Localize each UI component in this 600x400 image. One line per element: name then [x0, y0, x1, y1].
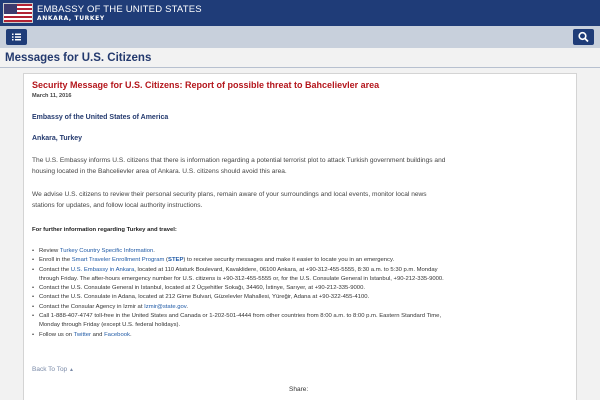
share-label: Share:	[289, 386, 309, 393]
paragraph-info-line1: The U.S. Embassy informs U.S. citizens that there is information regarding a potential terrorist plot to attack Turkish government buildings and	[32, 157, 446, 164]
site-subtitle: ANKARA, TURKEY	[37, 15, 105, 22]
page-title: Messages for U.S. Citizens	[5, 52, 152, 64]
back-to-top-link[interactable]	[32, 366, 74, 373]
list-text: Enroll in the	[39, 257, 72, 264]
list-text: Monday through Friday (except U.S. federal holidays).	[39, 322, 181, 329]
list-text: .	[129, 331, 132, 338]
step-link[interactable]: Smart Traveler Enrollment Program	[71, 257, 165, 264]
list-text: Contact the	[39, 266, 71, 273]
list-item	[32, 284, 557, 293]
list-text: , located at 110 Ataturk Boulevard, Kavaklidere, 06100 Ankara, at +90-312-455-5555, 8:30 a.m. to 5:30 p.m. Monday	[134, 266, 438, 273]
caret-up-icon: ▲	[69, 367, 74, 373]
country-info-link[interactable]: Turkey Country Specific Information	[59, 248, 154, 254]
list-text: and	[90, 331, 105, 338]
list-text: through Friday. The after-hours emergency number for U.S. citizens is +90-312-455-5555 or, for the U.S. Consulate General in Istanbul, +90-212-335-9000.	[39, 275, 444, 282]
paragraph-advice-line2: stations for updates, and follow local authority instructions.	[32, 202, 203, 209]
site-header	[0, 0, 600, 26]
list-item	[32, 331, 557, 340]
list-item	[32, 256, 557, 265]
list-text: ) to receive security messages and make it easier to locate you in an emergency.	[183, 257, 395, 264]
embassy-ankara-link[interactable]: U.S. Embassy in Ankara	[70, 266, 135, 273]
navbar	[0, 26, 600, 48]
menu-button[interactable]	[6, 29, 27, 45]
facebook-link[interactable]: Facebook	[104, 331, 130, 338]
list-text: Contact the U.S. Consulate in Adana, located at 212 Girne Bulvari, Güzelevler Mahallesi, Yüreğir, Adana at +90-322-455-4100.	[39, 294, 370, 301]
list-text: Contact the U.S. Consulate General in Istanbul, located at 2 Üçşehitler Sokağı, 34460, İstinye, Sarıyer, at +90-212-335-9000.	[39, 285, 365, 292]
list-text: Review	[39, 248, 60, 254]
list-text: (	[164, 257, 169, 264]
us-flag-icon	[3, 3, 33, 23]
search-icon	[573, 29, 594, 45]
site-title[interactable]: EMBASSY OF THE UNITED STATES	[37, 4, 202, 15]
paragraph-advice-line1: We advise U.S. citizens to review their personal security plans, remain aware of your surroundings and local events, monitor local news	[32, 191, 427, 198]
step-abbr-link[interactable]: STEP	[168, 257, 184, 264]
search-button[interactable]	[573, 29, 594, 45]
message-card	[23, 73, 577, 400]
message-date: March 11, 2016	[32, 93, 72, 99]
list-text: .	[186, 303, 188, 310]
izmir-email-link[interactable]: Izmir@state.gov	[144, 303, 187, 310]
list-text: .	[153, 248, 155, 254]
info-list	[32, 247, 557, 340]
list-item	[32, 303, 557, 312]
back-to-top-label: Back To Top	[32, 366, 68, 373]
paragraph-info	[32, 155, 562, 177]
divider	[0, 67, 600, 68]
list-text: Call 1-888-407-4747 toll-free in the United States and Canada or 1-202-501-4444 from other countries from 8:00 a.m. to 8:00 p.m. Eastern Standard Time,	[39, 313, 442, 320]
embassy-name: Embassy of the United States of America	[32, 114, 169, 121]
further-info-label: For further information regarding Turkey and travel:	[32, 227, 177, 233]
list-item	[32, 312, 557, 331]
message-headline: Security Message for U.S. Citizens: Report of possible threat to Bahcelievler area	[32, 80, 380, 90]
list-item	[32, 247, 557, 256]
list-text: Contact the Consular Agency in Izmir at	[39, 303, 145, 310]
list-item	[32, 266, 557, 285]
hamburger-list-icon	[6, 29, 27, 45]
list-text: Follow us on	[39, 331, 74, 338]
twitter-link[interactable]: Twitter	[73, 331, 91, 338]
paragraph-advice	[32, 189, 562, 211]
location-heading: Ankara, Turkey	[32, 135, 83, 142]
list-item	[32, 293, 557, 302]
paragraph-info-line2: housing located in the Bahcelievler area of Ankara. U.S. citizens should avoid this area.	[32, 168, 287, 175]
